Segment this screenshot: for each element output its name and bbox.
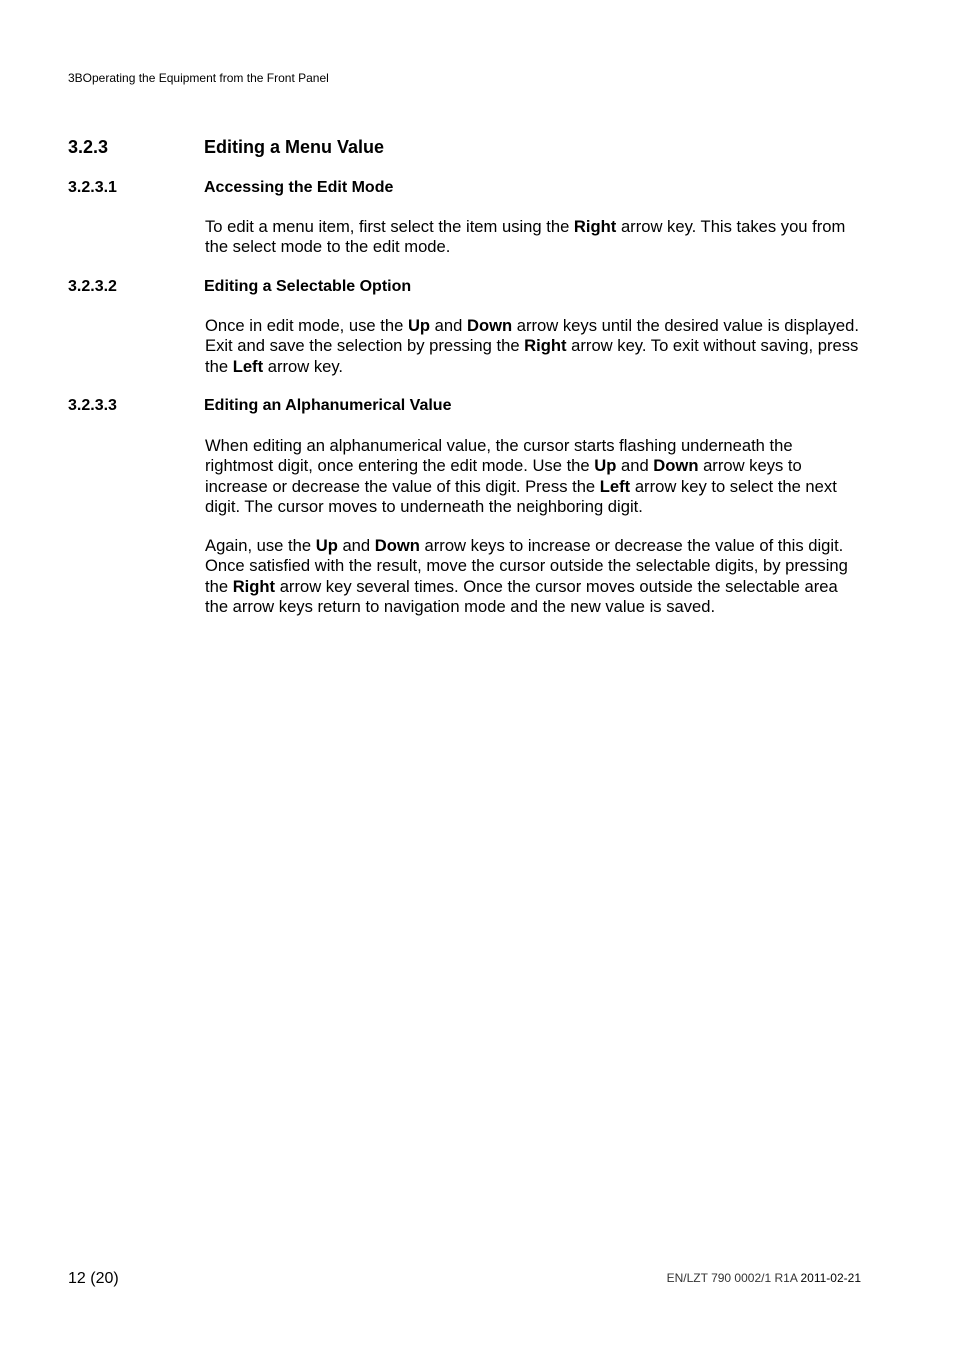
text-run: arrow key.	[263, 356, 344, 376]
key-name: Left	[232, 356, 264, 376]
text-run: arrow key several times. Once the cursor moves outside the selectable area the arrow keys return to navigation mode and the new value is saved.	[205, 576, 838, 616]
text-run: and	[430, 316, 467, 335]
text-run: Again, use the	[205, 536, 316, 555]
subsection-title: Editing an Alphanumerical Value	[204, 397, 452, 414]
text-run: and	[616, 456, 654, 476]
subsection-heading-2	[68, 278, 411, 296]
text-run: arrow keys until the desired value is displayed. Exit and save the selection by pressing the	[205, 316, 859, 356]
document-id: EN/LZT 790 0002/1 R1A	[666, 1271, 798, 1285]
paragraph-edit-mode	[205, 217, 865, 258]
document-date: 2011-02-21	[800, 1271, 861, 1285]
key-name: Down	[653, 456, 699, 476]
key-name: Down	[466, 316, 513, 335]
text-run: arrow keys to increase or decrease the value of this digit. Press the	[205, 456, 802, 496]
key-name: Up	[594, 456, 617, 476]
subsection-number: 3.2.3.3	[68, 397, 117, 414]
key-name: Right	[524, 336, 567, 356]
key-name: Right	[573, 217, 617, 236]
section-title: Editing a Menu Value	[204, 137, 385, 157]
subsection-heading-1	[68, 179, 393, 197]
text-run: arrow key to select the next digit. The cursor moves to underneath the neighboring digit.	[205, 476, 837, 516]
paragraph-alphanumerical-1	[205, 436, 865, 517]
running-header: 3BOperating the Equipment from the Front Panel	[68, 71, 329, 85]
paragraph-alphanumerical-2	[205, 536, 865, 617]
page-number: 12 (20)	[68, 1270, 119, 1287]
section-heading-main	[68, 137, 384, 158]
text-run: When editing an alphanumerical value, the cursor starts flashing underneath the rightmost digit, once entering the edit mode. Use the	[205, 436, 793, 476]
text-run: Once in edit mode, use the	[205, 316, 408, 335]
subsection-title: Editing a Selectable Option	[204, 278, 412, 295]
subsection-title: Accessing the Edit Mode	[204, 179, 394, 196]
text-run: To edit a menu item, first select the item using the	[205, 217, 574, 236]
text-run: arrow keys to increase or decrease the value of this digit. Once satisfied with the result, move the cursor outside the selectable digits, by pressing the	[205, 536, 848, 596]
key-name: Up	[315, 536, 338, 555]
key-name: Left	[599, 476, 631, 496]
key-name: Up	[407, 316, 431, 335]
subsection-number: 3.2.3.1	[68, 179, 117, 196]
footer-doc-info	[667, 1271, 861, 1285]
text-run: arrow key. To exit without saving, press the	[205, 336, 859, 376]
section-number: 3.2.3	[68, 137, 109, 157]
key-name: Down	[374, 536, 420, 555]
subsection-heading-3	[68, 397, 451, 415]
text-run: and	[337, 536, 375, 555]
paragraph-selectable-option	[205, 316, 865, 377]
text-run: arrow key. This takes you from the select mode to the edit mode.	[205, 217, 846, 257]
subsection-number: 3.2.3.2	[68, 278, 117, 295]
key-name: Right	[232, 576, 276, 596]
